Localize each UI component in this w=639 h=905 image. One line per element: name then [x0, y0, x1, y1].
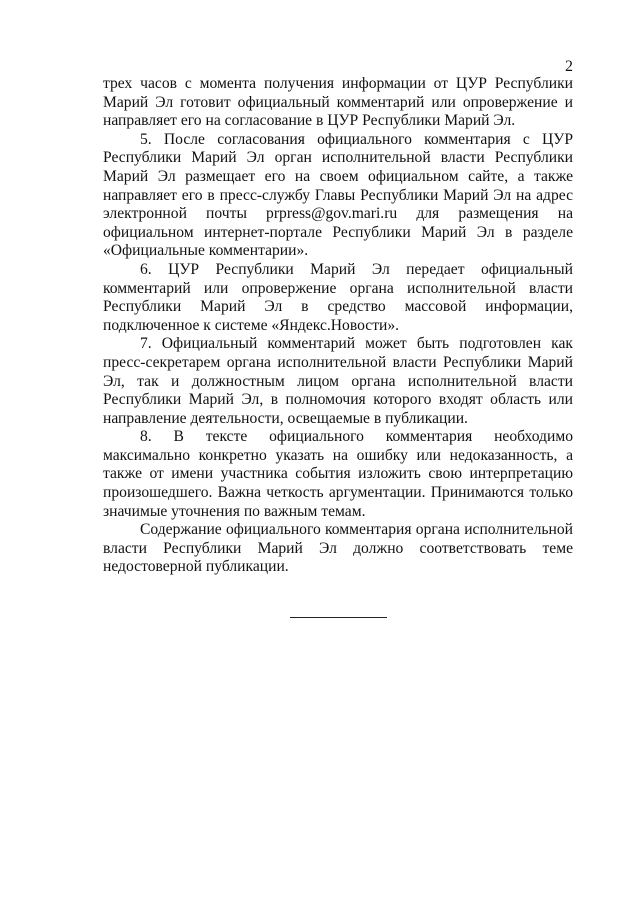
page-number: 2 — [565, 58, 573, 75]
paragraph-item-8: 8. В тексте официального комментария необходимо максимально конкретно указать на ошибку или недоказанность, а также от имени участника события изложить свою интерпретацию произошедшего. Важна четкость аргументации. Принимаются только значимые уточнения по важным темам. — [103, 428, 573, 520]
paragraph-item-7: 7. Официальный комментарий может быть подготовлен как пресс-секретарем органа исполнительной власти Республики Марий Эл, так и должностным лицом органа исполнительной власти Республики Марий Эл, в полномочия которого входят область или направление деятельности, освещаемые в публикации. — [103, 335, 573, 427]
document-body — [103, 75, 573, 577]
paragraph-item-6: 6. ЦУР Республики Марий Эл передает официальный комментарий или опровержение органа исполнительной власти Республики Марий Эл в средство массовой информации, подключенное к системе «Яндекс.Новости». — [103, 260, 573, 334]
paragraph-item-5: 5. После согласования официального комментария с ЦУР Республики Марий Эл орган исполнительной власти Республики Марий Эл размещает его на своем официальном сайте, а также направляет его в пресс-службу Главы Республики Марий Эл на адрес электронной почты prpress@gov.mari.ru для размещения на официальном интернет-портале Республики Марий Эл в разделе «Официальные комментарии». — [103, 130, 573, 260]
paragraph-continuation: трех часов с момента получения информации от ЦУР Республики Марий Эл готовит официальный комментарий или опровержение и направляет его на согласование в ЦУР Республики Марий Эл. — [103, 75, 573, 130]
end-divider-line — [290, 617, 387, 618]
paragraph-closing: Содержание официального комментария органа исполнительной власти Республики Марий Эл должно соответствовать теме недостоверной публикации. — [103, 521, 573, 576]
